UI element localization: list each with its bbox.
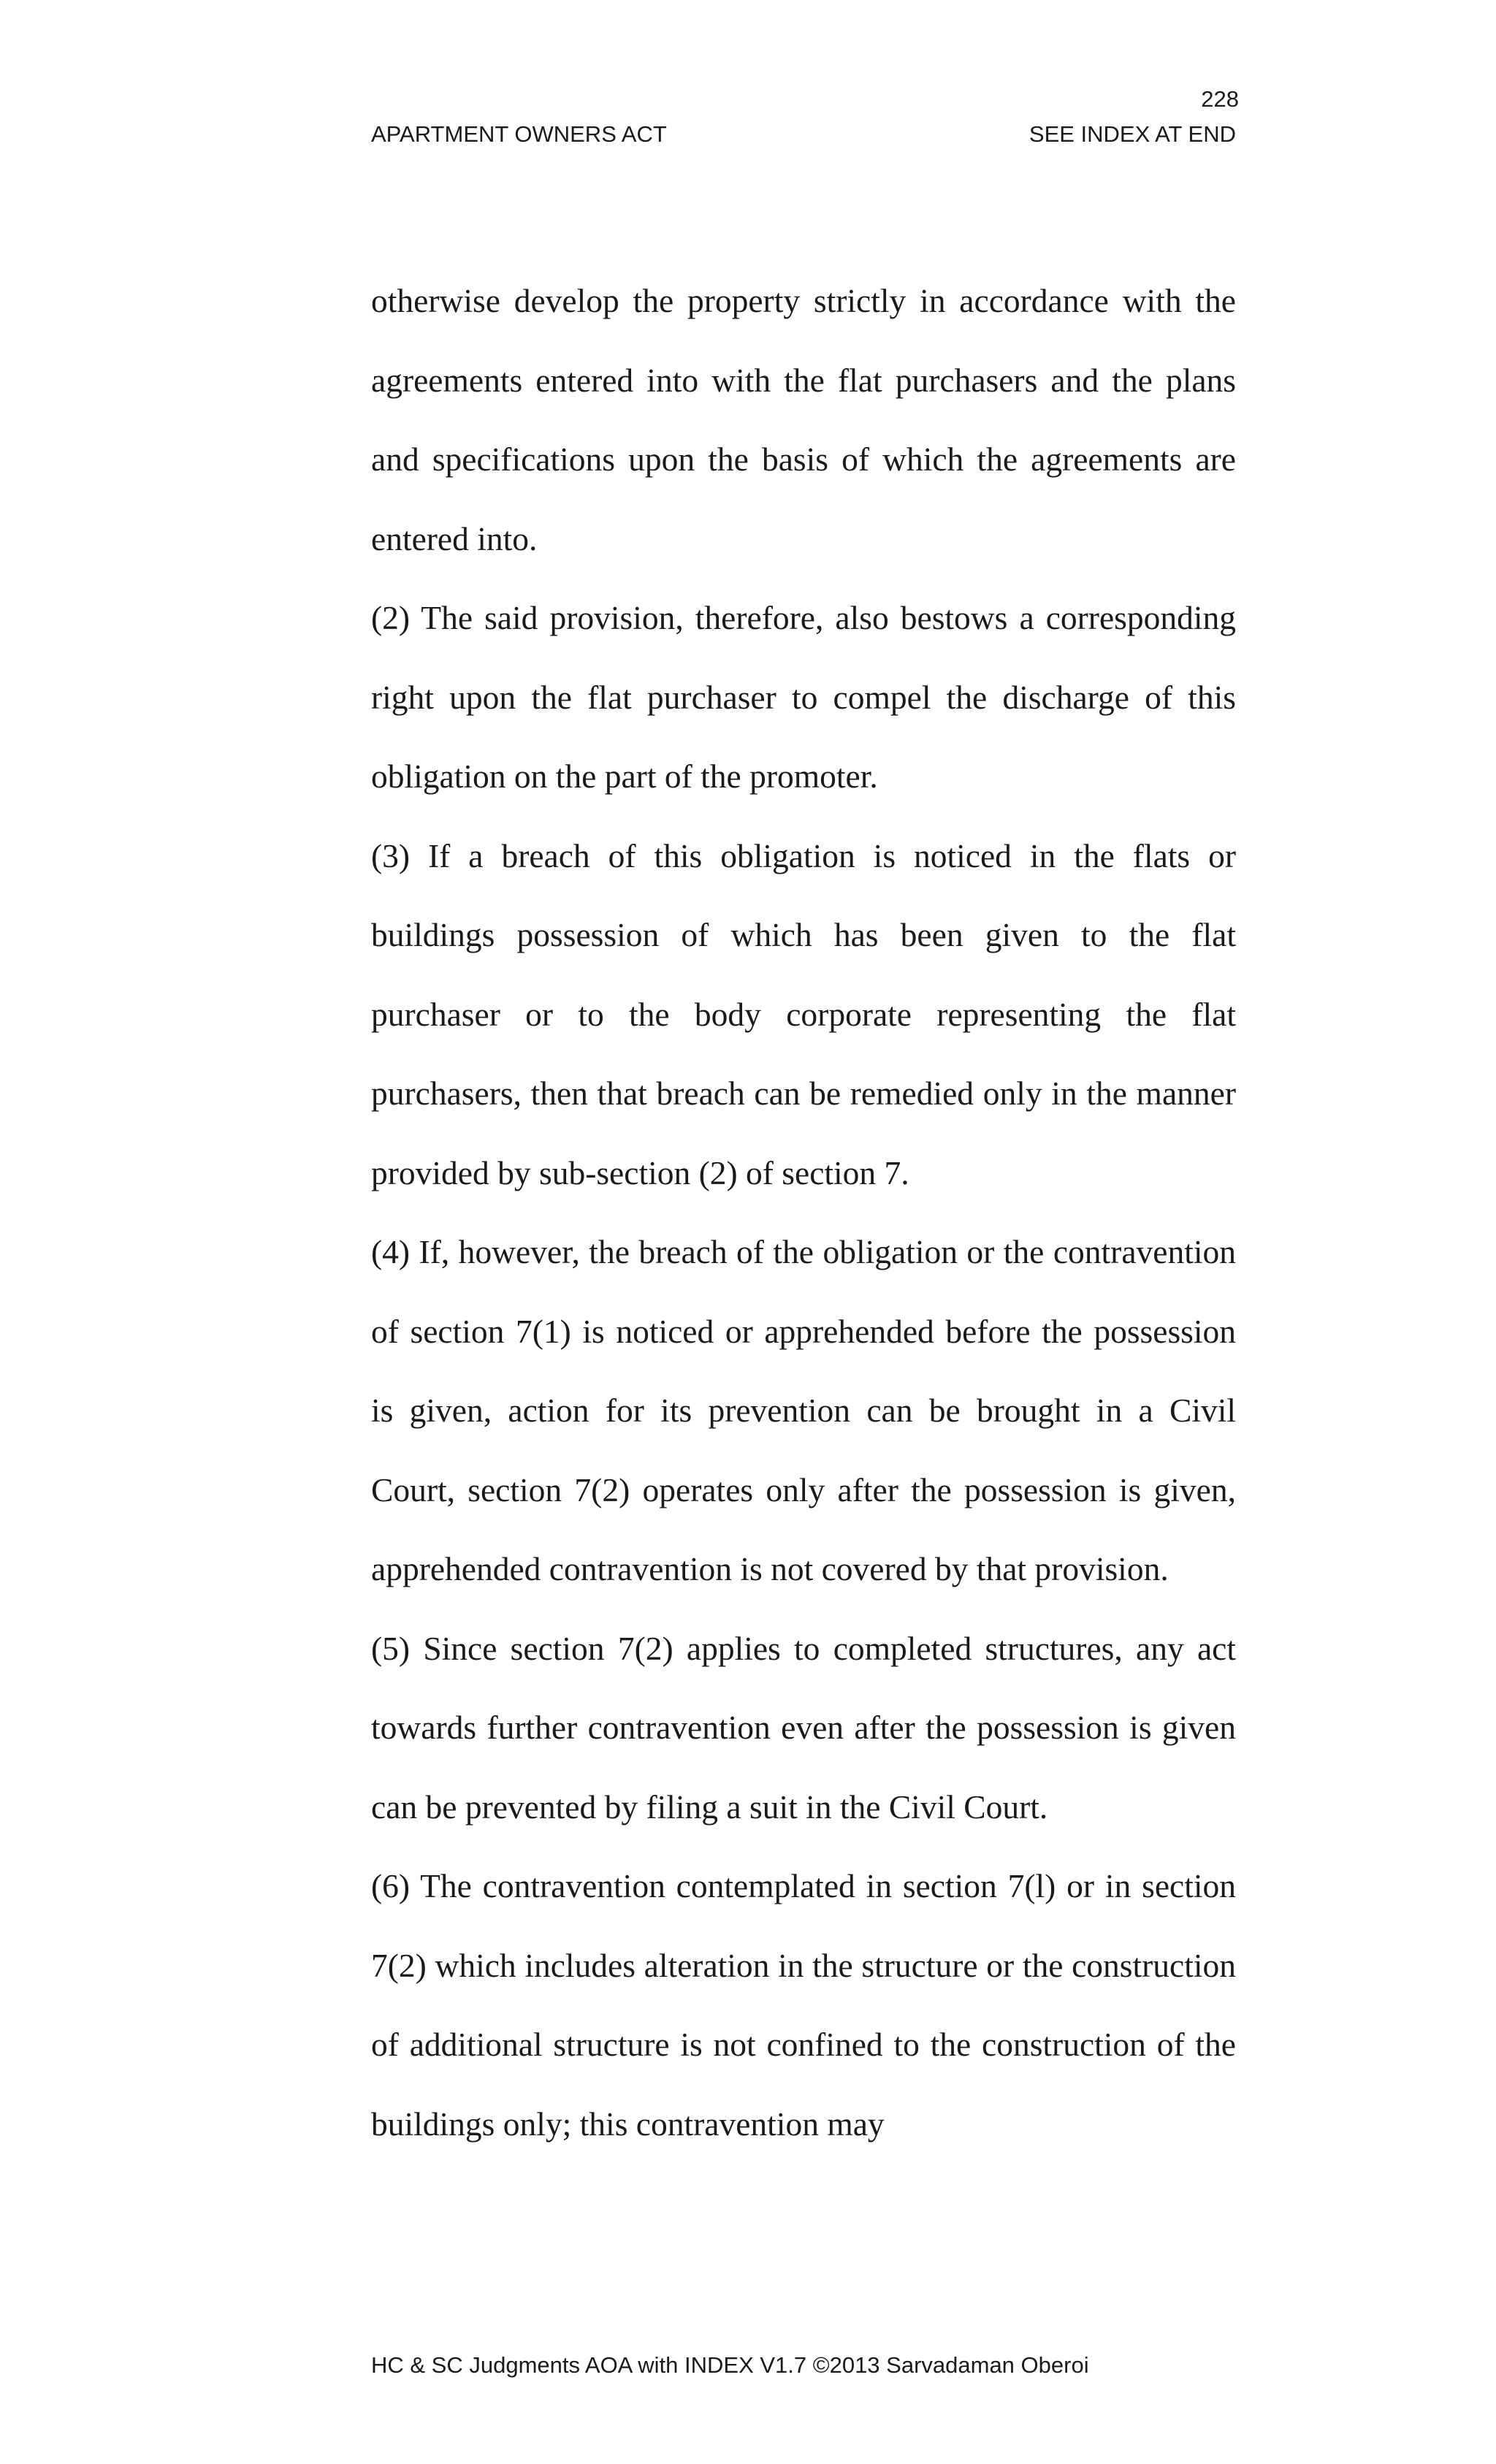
- running-header: [371, 123, 1236, 145]
- body-text: [371, 262, 1236, 2164]
- paragraph: (2) The said provision, therefore, also bestows a corresponding right upon the flat purchaser to compel the discharge of this obligation on the part of the promoter.: [371, 599, 1236, 795]
- page-number: 228: [1201, 86, 1239, 112]
- paragraph: (6) The contravention contemplated in section 7(l) or in section 7(2) which includes alteration in the structure or the construction of additional structure is not confined to the construction of the buildings only; this contravention may: [371, 1867, 1236, 2143]
- page-footer: HC & SC Judgments AOA with INDEX V1.7 ©2013 Sarvadaman Oberoi: [371, 2352, 1089, 2378]
- paragraph: (3) If a breach of this obligation is noticed in the flats or buildings possession of which has been given to the flat purchaser or to the body corporate representing the flat purchasers, then that breach can be remedied only in the manner provided by sub-section (2) of section 7.: [371, 836, 1236, 1191]
- paragraph: otherwise develop the property strictly in accordance with the agreements entered into with the flat purchasers and the plans and specifications upon the basis of which the agreements are entered into.: [371, 282, 1236, 557]
- paragraph: (4) If, however, the breach of the obligation or the contravention of section 7(1) is noticed or apprehended before the possession is given, action for its prevention can be brought in a Civil Court, section 7(2) operates only after the possession is given, apprehended contravention is not covered by that provision.: [371, 1233, 1236, 1587]
- paragraph: (5) Since section 7(2) applies to completed structures, any act towards further contravention even after the possession is given can be prevented by filing a suit in the Civil Court.: [371, 1629, 1236, 1826]
- header-title: APARTMENT OWNERS ACT: [371, 121, 667, 147]
- header-index-note: SEE INDEX AT END: [1028, 121, 1236, 147]
